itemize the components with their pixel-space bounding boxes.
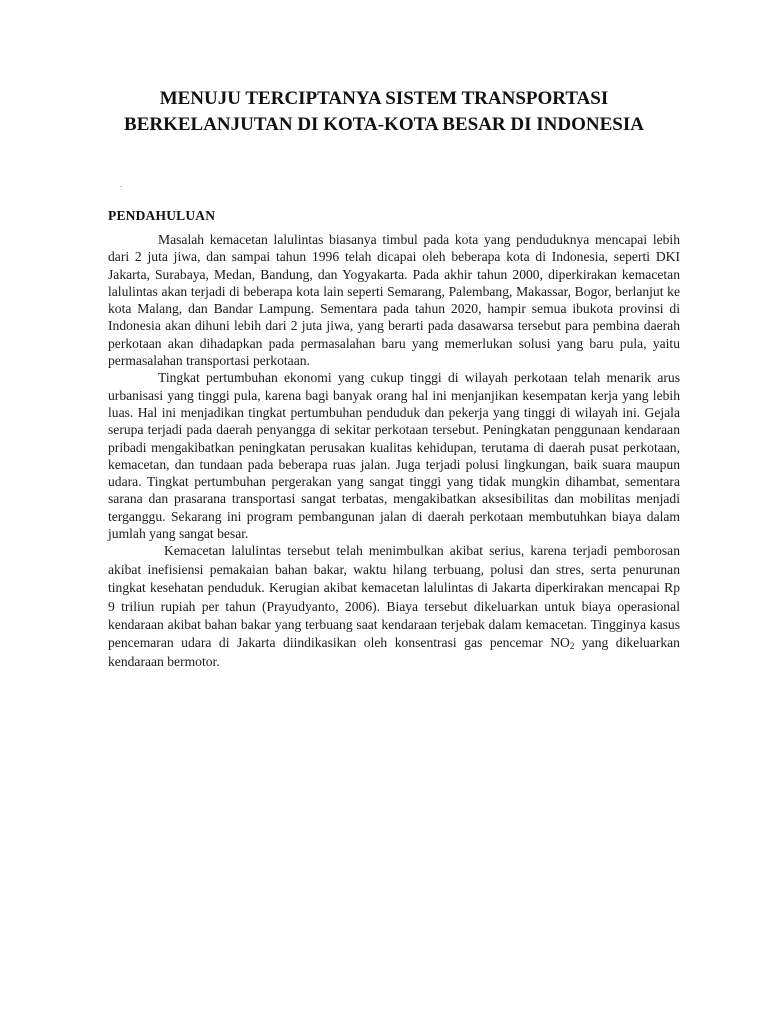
title-line-2: BERKELANJUTAN DI KOTA-KOTA BESAR DI INDONESIA <box>124 114 644 135</box>
chem-formula-subscript: 2 <box>569 641 575 652</box>
section-heading: PENDAHULUAN <box>108 208 216 223</box>
title-line-1: MENUJU TERCIPTANYA SISTEM TRANSPORTASI <box>159 88 609 109</box>
chemical-formula <box>550 635 574 650</box>
chem-formula-base: NO <box>550 635 570 651</box>
stray-mark: . <box>120 180 122 189</box>
paragraph-2: Tingkat pertumbuhan ekonomi yang cukup tinggi di wilayah perkotaan telah menarik arus urbanisasi yang tinggi pula, karena bagi banyak orang hal ini menjanjikan kesempatan kerja yang lebih luas. Hal ini menjadikan tingkat pertumbuhan penduduk dan pekerja yang tinggi di wilayah ini. Gejala serupa terjadi pada daerah penyangga di sekitar perkotaan tersebut. Peningkatan penggunaan kendaraan pribadi mengakibatkan peningkatan perusakan kualitas kehidupan, terutama di daerah pusat perkotaan, kemacetan, dan tundaan pada beberapa ruas jalan. Juga terjadi polusi lingkungan, baik suara maupun udara. Tingkat pertumbuhan pergerakan yang sangat tinggi yang tidak mungkin dihambat, sementara sarana dan prasarana transportasi sangat terbatas, mengakibatkan aksesibilitas dan mobilitas menjadi terganggu. Sekarang ini program pembangunan jalan di daerah perkotaan membutuhkan biaya dalam jumlah yang sangat besar. <box>108 370 680 542</box>
paragraph-3-end: yang dikeluarkan kendaraan bermotor. <box>108 635 680 669</box>
paragraph-1: Masalah kemacetan lalulintas biasanya timbul pada kota yang penduduknya mencapai lebih dari 2 juta jiwa, dan sampai tahun 1996 telah dicapai oleh beberapa kota di Indonesia, seperti DKI Jakarta, Surabaya, Medan, Bandung, dan Yogyakarta. Pada akhir tahun 2000, diperkirakan kemacetan lalulintas akan terjadi di beberapa kota lain seperti Semarang, Palembang, Makassar, Bogor, berlanjut ke kota Malang, dan Bandar Lampung. Sementara pada tahun 2020, hampir semua ibukota provinsi di Indonesia akan dihuni lebih dari 2 juta jiwa, yang berarti pada dasawarsa tersebut para pembina daerah perkotaan akan dihadapkan pada permasalahan baru yang memerlukan solusi yang baru pula, yaitu permasalahan transportasi perkotaan. <box>108 232 680 369</box>
paragraph-3 <box>108 542 680 671</box>
document-title <box>60 86 708 138</box>
paragraph-3-text: Kemacetan lalulintas tersebut telah menimbulkan akibat serius, karena terjadi pemborosan akibat inefisiensi pemakaian bahan bakar, waktu hilang terbuang, polusi dan stres, serta penurunan tingkat kesehatan penduduk. Kerugian akibat kemacetan lalulintas di Jakarta diperkirakan mencapai Rp 9 triliun rupiah per tahun (Prayudyanto, 2006). Biaya tersebut dikeluarkan untuk biaya operasional kendaraan akibat bahan bakar yang terbuang saat kendaraan terjebak dalam kemacetan. Tingginya kasus pencemaran udara di Jakarta diindikasikan oleh konsentrasi gas pencemar <box>108 543 680 651</box>
document-body <box>108 231 680 671</box>
